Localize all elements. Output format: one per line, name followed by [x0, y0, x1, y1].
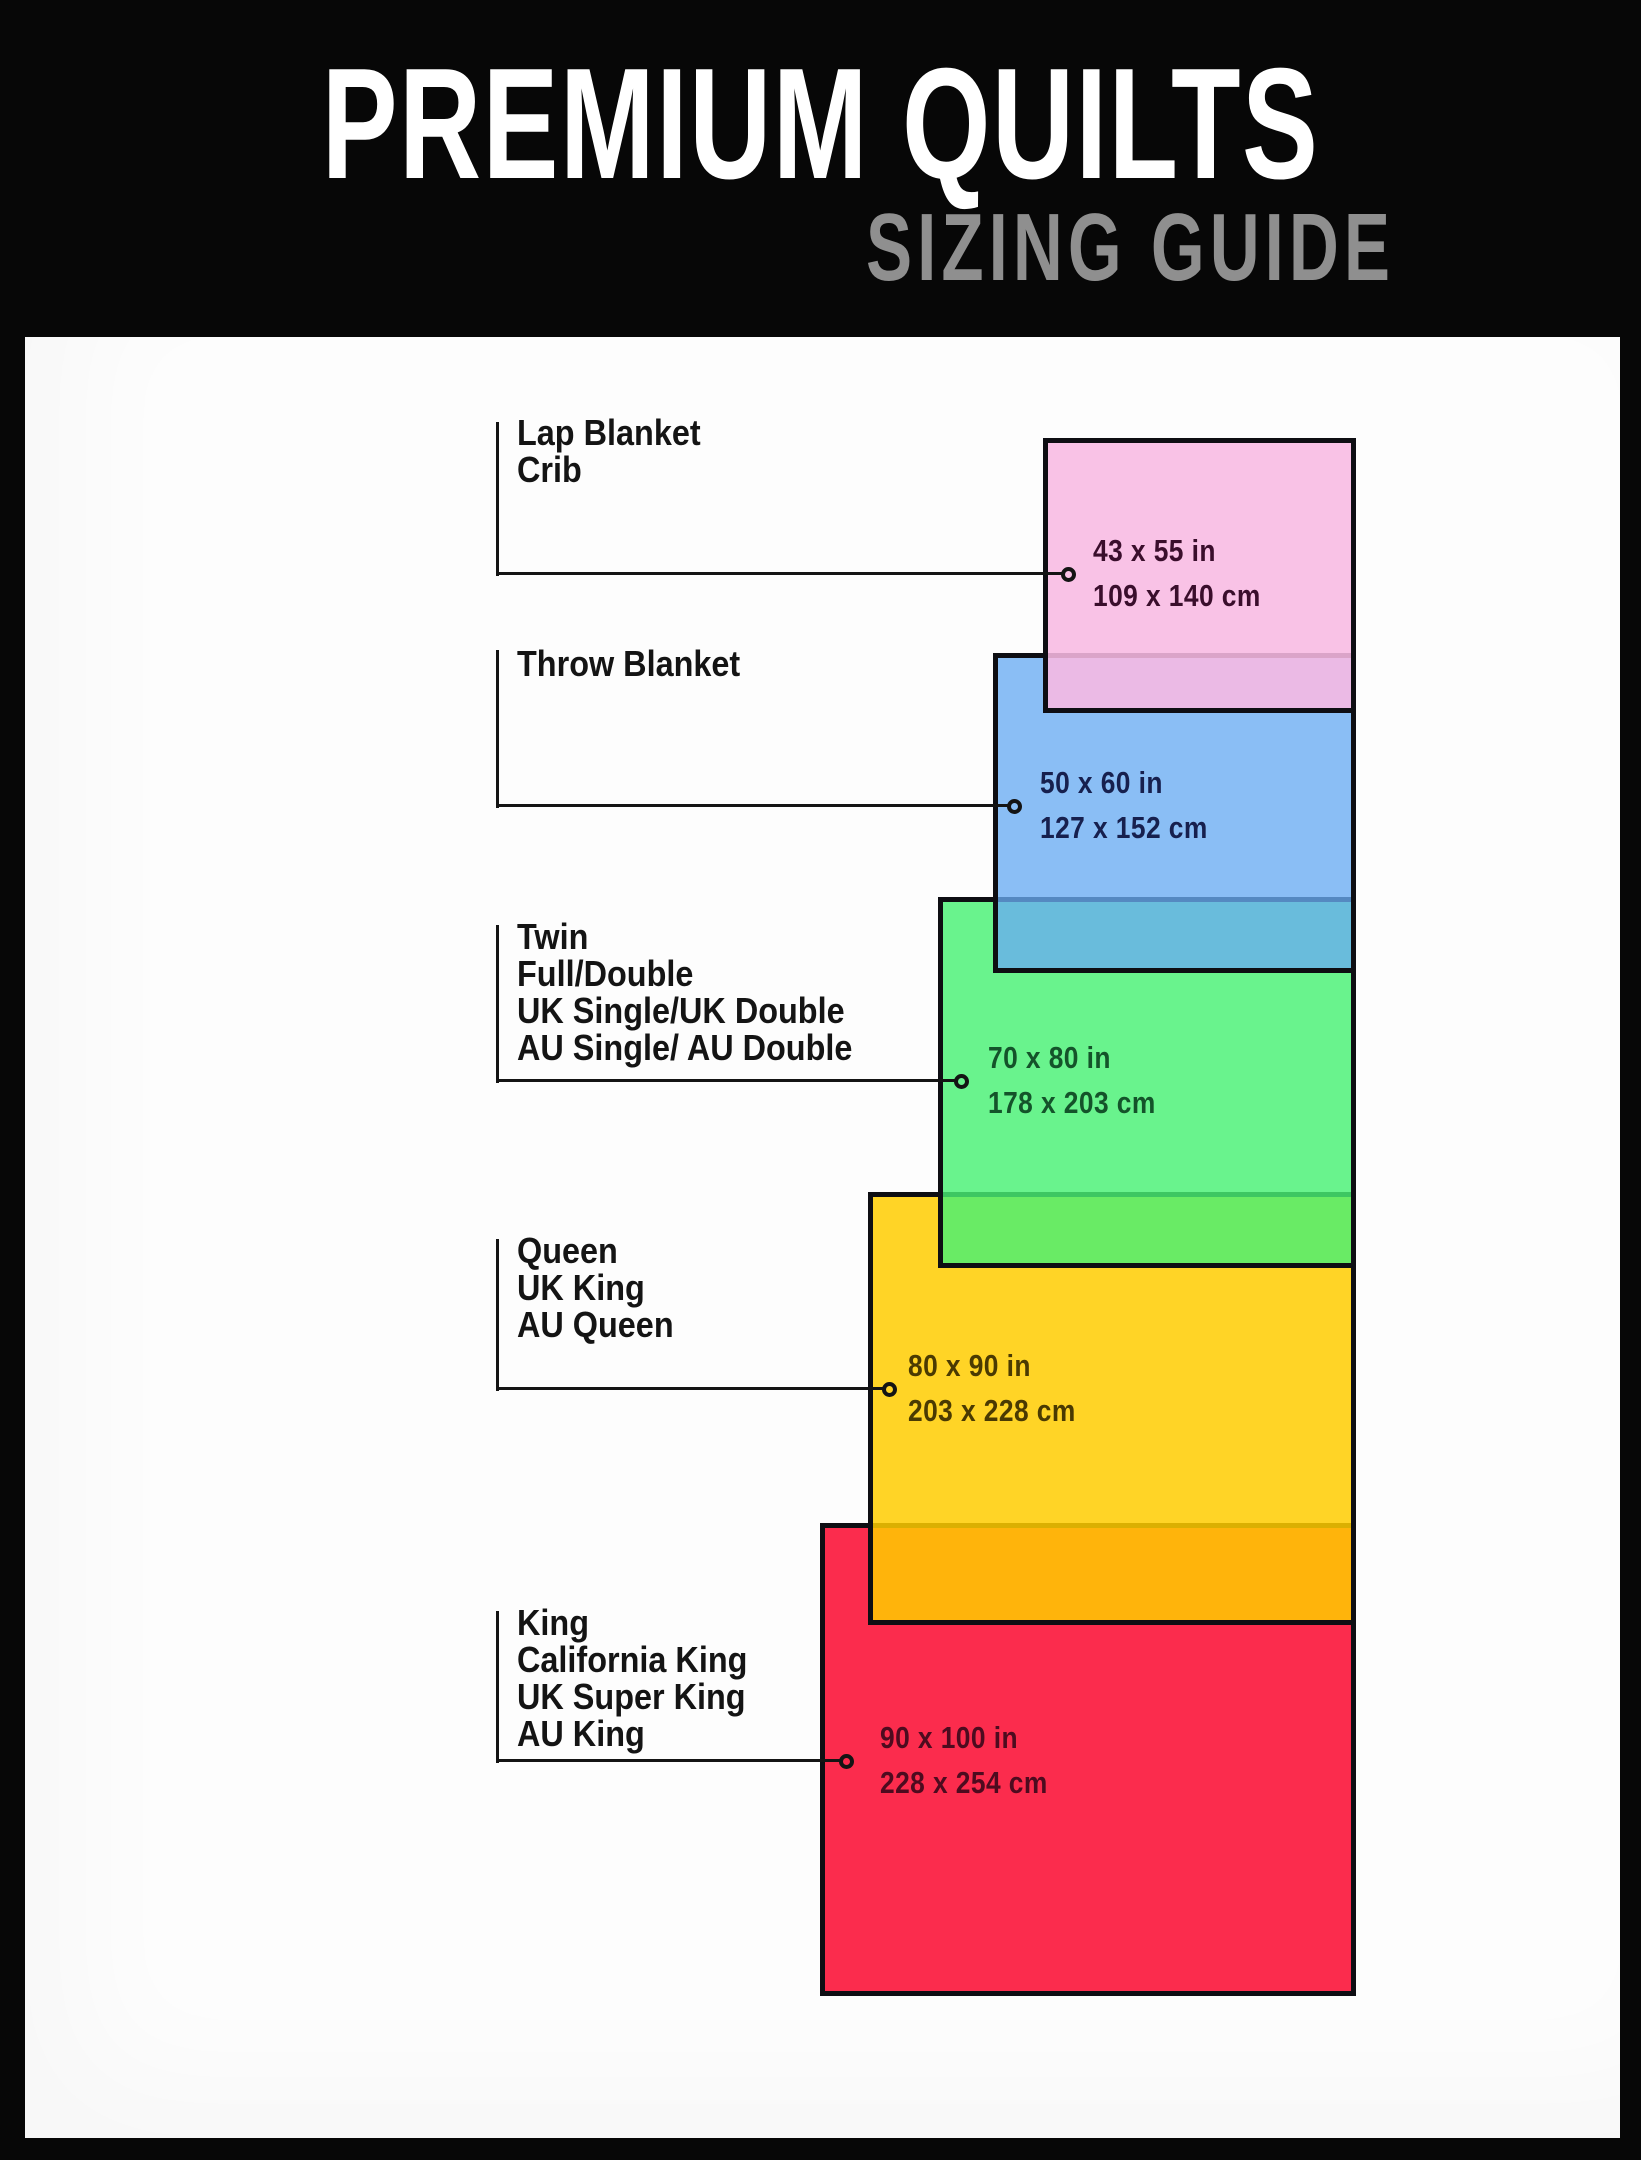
dimension-inches: 80 x 90 in — [908, 1348, 1031, 1383]
connector-horizontal-lap — [496, 572, 1063, 575]
label-line: Full/Double — [517, 953, 694, 994]
dimension-cm: 109 x 140 cm — [1093, 578, 1261, 613]
dimension-cm: 203 x 228 cm — [908, 1393, 1076, 1428]
label-line: King — [517, 1602, 589, 1643]
connector-horizontal-twin — [496, 1079, 956, 1082]
label-line: UK Super King — [517, 1676, 746, 1717]
label-twin — [517, 918, 852, 1066]
label-line: AU Single/ AU Double — [517, 1027, 853, 1068]
dimension-inches: 43 x 55 in — [1093, 533, 1216, 568]
label-line: Twin — [517, 916, 589, 957]
connector-vertical-queen — [496, 1239, 499, 1391]
connector-ring-twin — [954, 1074, 969, 1089]
dimension-inches: 50 x 60 in — [1040, 765, 1163, 800]
label-line: Crib — [517, 449, 582, 490]
connector-horizontal-throw — [496, 804, 1009, 807]
page-subtitle: SIZING GUIDE — [866, 194, 1395, 301]
connector-vertical-king — [496, 1611, 499, 1763]
label-line: UK Single/UK Double — [517, 990, 845, 1031]
label-line: AU King — [517, 1713, 645, 1754]
dimensions-king — [880, 1715, 1048, 1805]
dimensions-queen — [908, 1343, 1076, 1433]
connector-ring-throw — [1007, 799, 1022, 814]
label-line: Queen — [517, 1230, 618, 1271]
connector-vertical-twin — [496, 925, 499, 1083]
label-line: UK King — [517, 1267, 645, 1308]
connector-horizontal-king — [496, 1759, 841, 1762]
dimension-inches: 70 x 80 in — [988, 1040, 1111, 1075]
connector-vertical-throw — [496, 650, 499, 808]
label-king — [517, 1604, 747, 1752]
connector-ring-king — [839, 1754, 854, 1769]
dimension-cm: 127 x 152 cm — [1040, 810, 1208, 845]
connector-vertical-lap — [496, 422, 499, 576]
label-queen — [517, 1232, 674, 1343]
dimension-cm: 228 x 254 cm — [880, 1765, 1048, 1800]
label-line: Throw Blanket — [517, 643, 741, 684]
dimension-cm: 178 x 203 cm — [988, 1085, 1156, 1120]
label-lap-crib — [517, 414, 701, 488]
label-throw — [517, 645, 740, 682]
dimensions-lap-crib — [1093, 528, 1261, 618]
connector-ring-queen — [882, 1382, 897, 1397]
dimension-inches: 90 x 100 in — [880, 1720, 1018, 1755]
connector-ring-lap — [1061, 567, 1076, 582]
label-line: California King — [517, 1639, 748, 1680]
connector-horizontal-queen — [496, 1387, 884, 1390]
page-title: PREMIUM QUILTS — [321, 36, 1320, 212]
label-line: Lap Blanket — [517, 412, 701, 453]
label-line: AU Queen — [517, 1304, 674, 1345]
dimensions-twin — [988, 1035, 1156, 1125]
dimensions-throw — [1040, 760, 1208, 850]
